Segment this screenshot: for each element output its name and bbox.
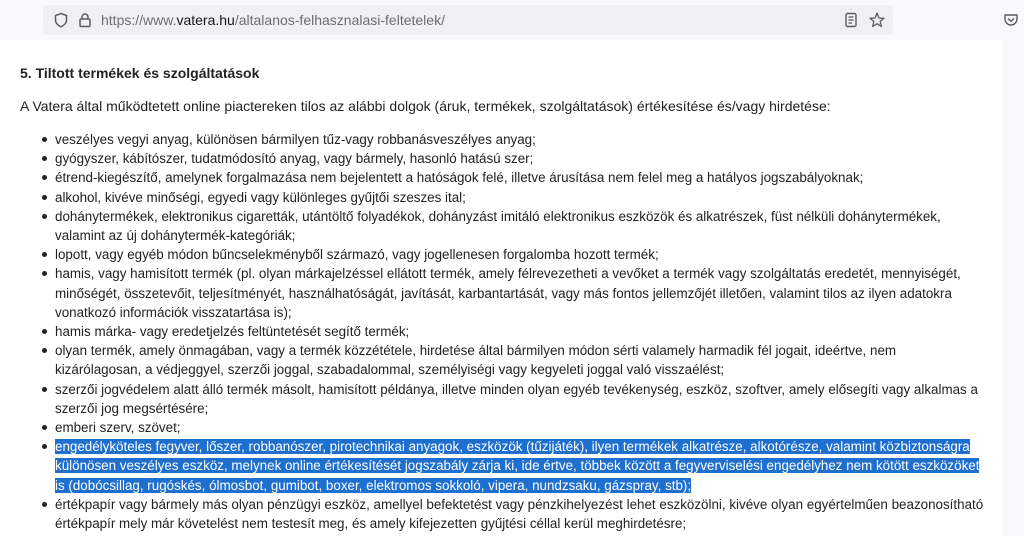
list-item-text: gyógyszer, kábítószer, tudatmódosító anyag, vagy bármely, hasonló hatású szer; [55,151,534,167]
page-content [0,40,1003,536]
list-item-text: dohánytermékek, elektronikus cigaretták, utántöltő folyadékok, dohányzást imitáló elektronikus eszközök és alkatrészek, füst nélküli dohánytermékek, valamint az új dohánytermék-kategóriák; [55,208,941,244]
list-item-text: veszélyes vegyi anyag, különösen bármilyen tűz-vagy robbanásveszélyes anyag; [55,132,536,147]
list-item-text: alkohol, kivéve minőségi, egyedi vagy különleges gyűjtői szeszes ital; [55,189,466,205]
list-item-text: olyan termék, amely önmagában, vagy a termék közzététele, hirdetése által bármilyen módon sérti valamely harmadik fél jogait, ideértve, nem kizárólagosan, a védjeggyel, szerzői joggal, szabadalommal, személyiségi vagy kegyeleti joggal való visszaélést; [55,343,897,378]
list-item [55,245,985,264]
section-heading: 5. Tiltott termékek és szolgáltatások [20,65,260,81]
browser-toolbar [0,0,1024,40]
list-item-text: étrend-kiegészítő, amelynek forgalmazása nem bejelentett a hatóságok felé, illetve árusítása nem felel meg a hatályos jogszabályoknak; [55,170,864,186]
list-item [55,380,985,418]
page-viewport [0,40,1024,536]
list-item-text: szerzői jogvédelem alatt álló termék másolt, hamisított példánya, illetve minden olyan egyéb tevékenység, eszköz, szoftver, amely elősegíti vagy alkalmas a szerzői jog megsértésére; [55,381,978,416]
list-item [55,341,985,379]
list-item-text: lopott, vagy egyéb módon bűncselekményből származó, vagy jogellenesen forgalomba hozott termék; [55,247,659,263]
list-item [55,418,985,437]
list-item [55,168,985,187]
selected-list-item-text: engedélyköteles fegyver, lőszer, robbanószer, pirotechnikai anyagok, eszközök (tűzijáték), ilyen termékek alkatrésze, alkotórésze, valamint közbiztonságra különösen veszélyes eszköz, melynek online értékesítését jogszabály zárja ki, ide értve, többek között a fegyverviselési engedélyhez nem kötött eszközöket is (dobócsillag, rugóskés, ólmosbot, gumibot, boxer, elektromos sokkoló, vipera, nundzsaku, gázspray, stb); [55,439,980,493]
url-text[interactable]: https://www.vatera.hu/altalanos-felhasznalasi-feltetelek/ [101,12,445,28]
list-item [55,495,985,533]
star-icon[interactable] [869,12,885,28]
address-bar[interactable] [43,5,893,35]
list-item [55,188,985,207]
prohibited-items-list [0,130,985,533]
intro-paragraph: A Vatera által működtetett online piactereken tilos az alábbi dolgok (áruk, termékek, szolgáltatások) értékesítése és/vagy hirdetése: [20,98,831,114]
list-item [55,207,985,245]
shield-icon[interactable] [53,12,69,28]
list-item [55,322,985,341]
lock-icon[interactable] [77,12,93,28]
list-item [55,437,985,495]
list-item-text: hamis, vagy hamisított termék (pl. olyan márkajelzéssel ellátott termék, amely félrevezetheti a vevőket a termék vagy szolgáltatás eredetét, mennyiségét, minőségét, összetevőit, teljesítményét, használhatóságát, javítását, karbantartását, vagy más fontos jellemzőjét illetően, valamint tilos az ilyen adatokra vonatkozó információk visszatartása is); [55,266,961,320]
pocket-icon[interactable] [1003,12,1019,28]
list-item-text: hamis márka- vagy eredetjelzés feltüntetését segítő termék; [55,324,410,340]
list-item-text: értékpapír vagy bármely más olyan pénzügyi eszköz, amellyel befektetést vagy pénzkihelyezést lehet eszközölni, kivéve olyan egyértelműen beazonosítható értékpapír mely már követelést nem testesít meg, és amely kifejezetten gyűjtési céllal kerül meghirdetésre; [55,496,984,532]
list-item [55,264,985,322]
list-item [55,149,985,168]
list-item [55,130,985,149]
reader-view-icon[interactable] [843,12,859,28]
list-item-text: emberi szerv, szövet; [55,420,181,436]
